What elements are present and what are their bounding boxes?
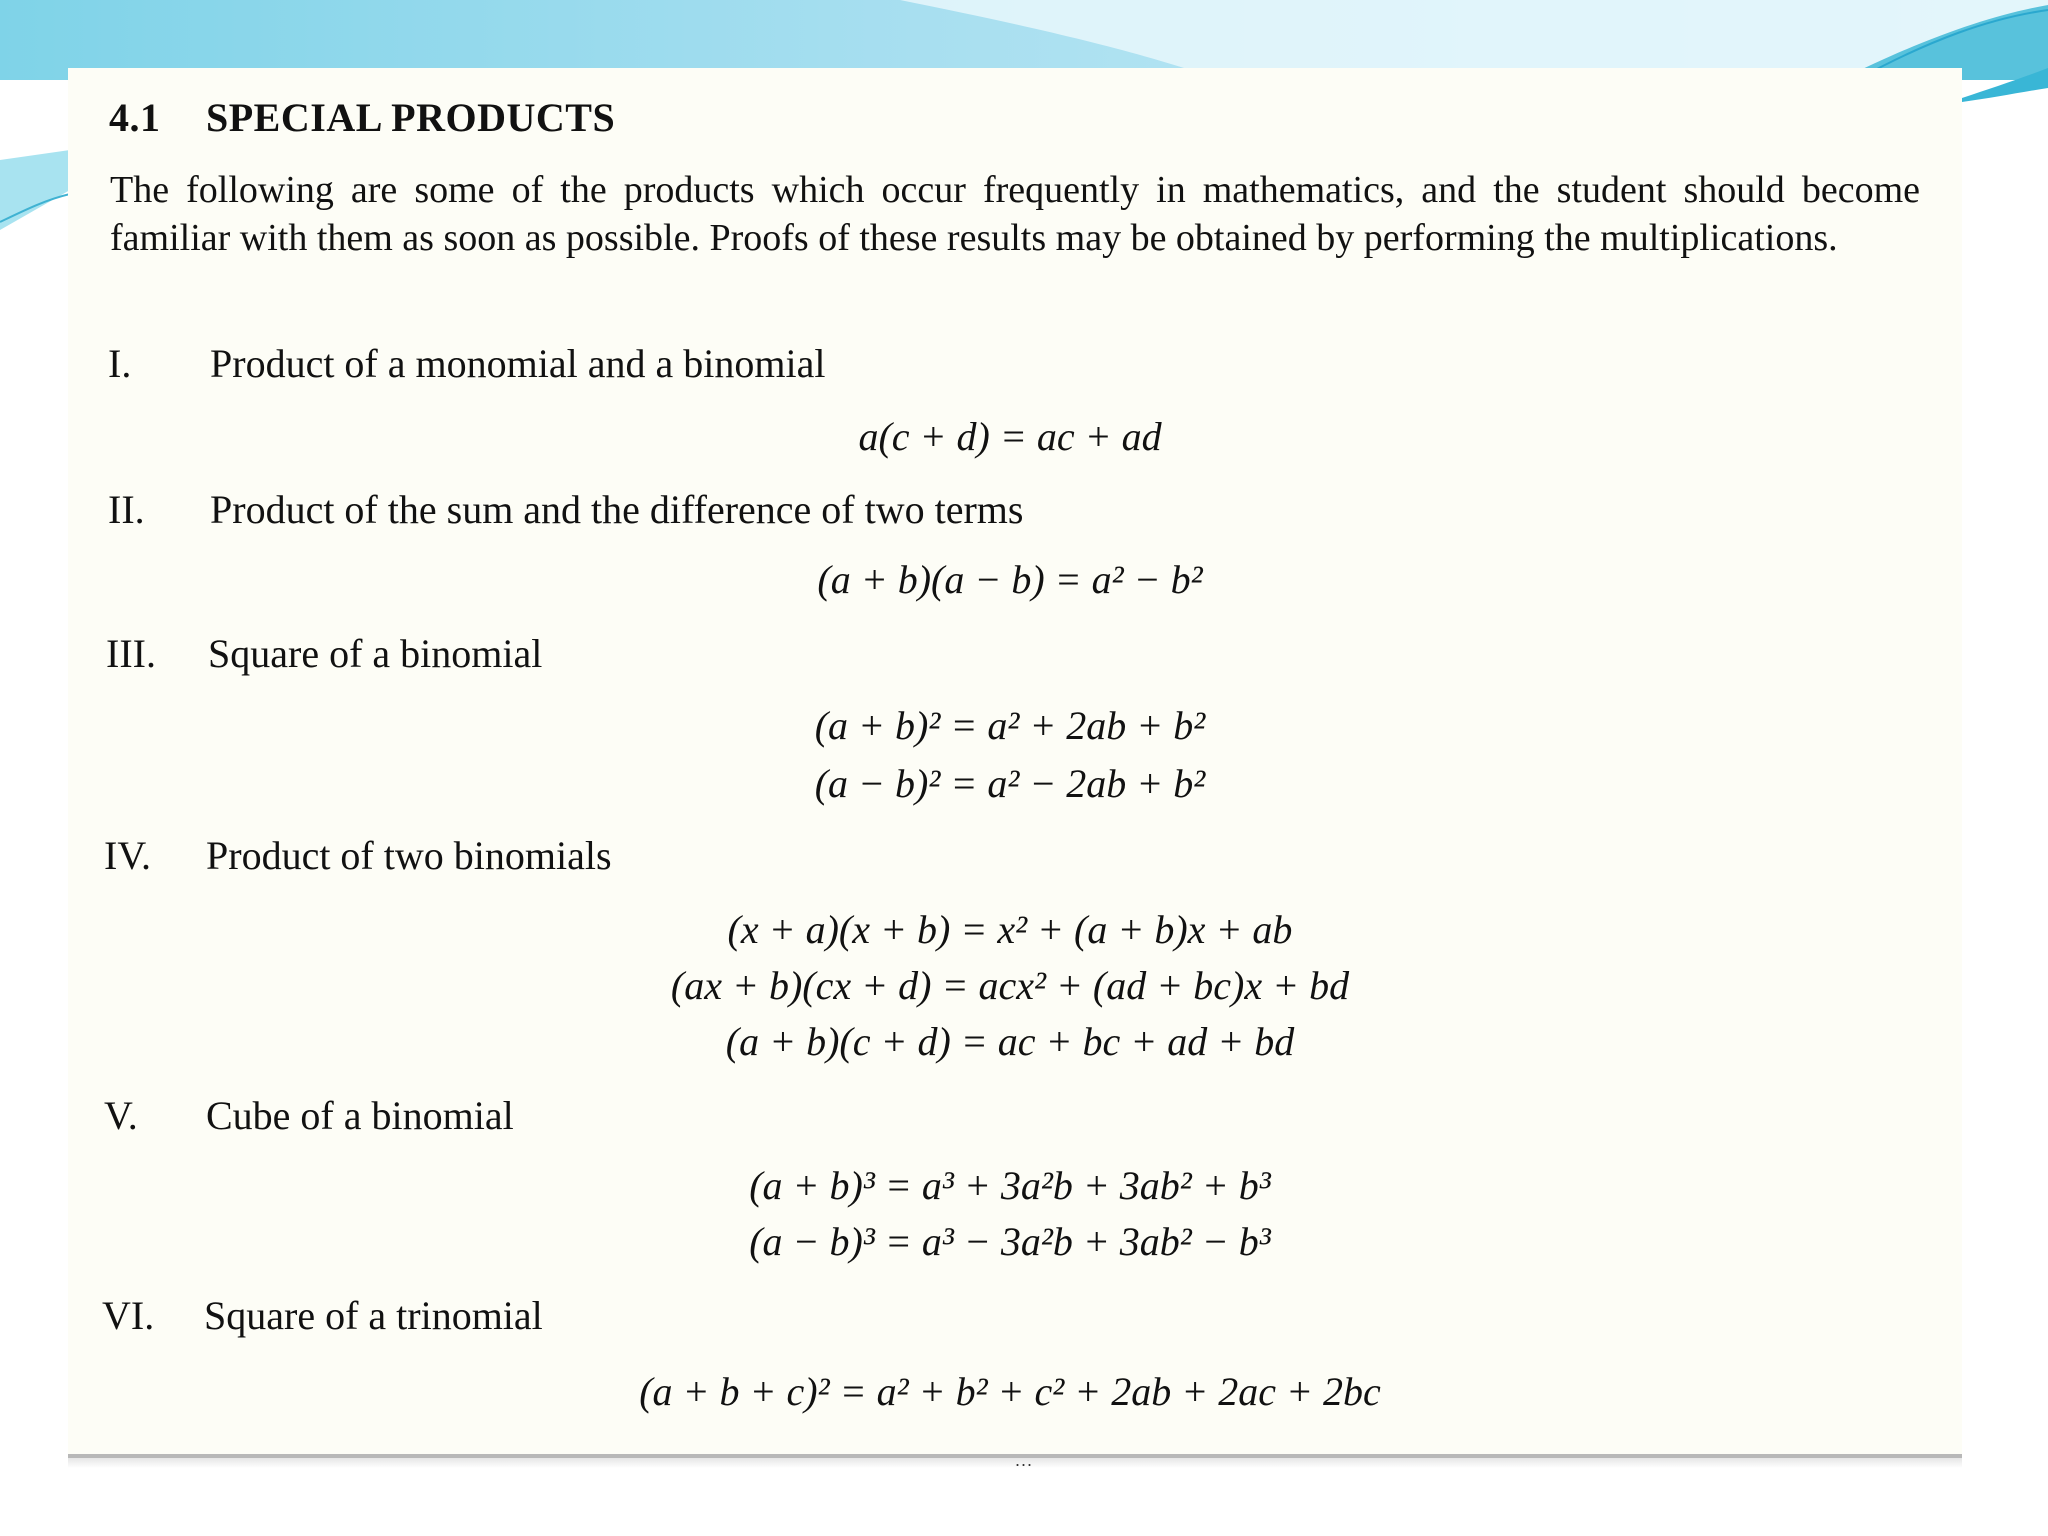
- equation: (a + b)³ = a³ + 3a²b + 3ab² + b³: [749, 1163, 1271, 1208]
- section-ii-heading: [108, 486, 1023, 533]
- ellipsis-marker: ...: [1014, 1450, 1033, 1470]
- section-iv-heading: [104, 832, 612, 879]
- equation: (x + a)(x + b) = x² + (a + b)x + ab: [727, 907, 1293, 952]
- equation: a(c + d) = ac + ad: [858, 414, 1162, 459]
- section-title: SPECIAL PRODUCTS: [206, 95, 616, 140]
- section-label: Cube of a binomial: [206, 1093, 514, 1138]
- section-v-heading: [104, 1092, 514, 1139]
- intro-paragraph: The following are some of the products which occur frequently in mathematics, and the student should become familiar with them as soon as possible. Proofs of these results may be obtained by performing the multiplications.: [110, 169, 1920, 259]
- section-label: Square of a trinomial: [204, 1293, 543, 1338]
- equation: (a + b)(c + d) = ac + bc + ad + bd: [725, 1019, 1295, 1064]
- section-label: Product of two binomials: [206, 833, 612, 878]
- section-heading: [109, 94, 615, 141]
- equation: (a − b)² = a² − 2ab + b²: [814, 761, 1206, 806]
- decorative-right-swoosh: [1962, 68, 2048, 108]
- roman-numeral: VI.: [102, 1293, 155, 1338]
- section-label: Product of the sum and the difference of two terms: [210, 487, 1024, 532]
- roman-numeral: IV.: [104, 833, 152, 878]
- section-vi-heading: [102, 1292, 543, 1339]
- section-number: 4.1: [109, 95, 161, 140]
- section-label: Square of a binomial: [208, 631, 543, 676]
- roman-numeral: I.: [108, 341, 132, 386]
- section-i-heading: [108, 340, 825, 387]
- equation: (a + b + c)² = a² + b² + c² + 2ab + 2ac + 2bc: [639, 1369, 1381, 1414]
- decorative-left-swoosh: [0, 150, 70, 230]
- equation: (a − b)³ = a³ − 3a²b + 3ab² − b³: [749, 1219, 1271, 1264]
- equation: (ax + b)(cx + d) = acx² + (ad + bc)x + bd: [670, 963, 1350, 1008]
- roman-numeral: V.: [104, 1093, 138, 1138]
- section-label: Product of a monomial and a binomial: [210, 341, 826, 386]
- roman-numeral: II.: [108, 487, 145, 532]
- section-iii-heading: [106, 630, 542, 677]
- roman-numeral: III.: [106, 631, 156, 676]
- equation: (a + b)² = a² + 2ab + b²: [814, 703, 1206, 748]
- equation: (a + b)(a − b) = a² − b²: [817, 557, 1203, 602]
